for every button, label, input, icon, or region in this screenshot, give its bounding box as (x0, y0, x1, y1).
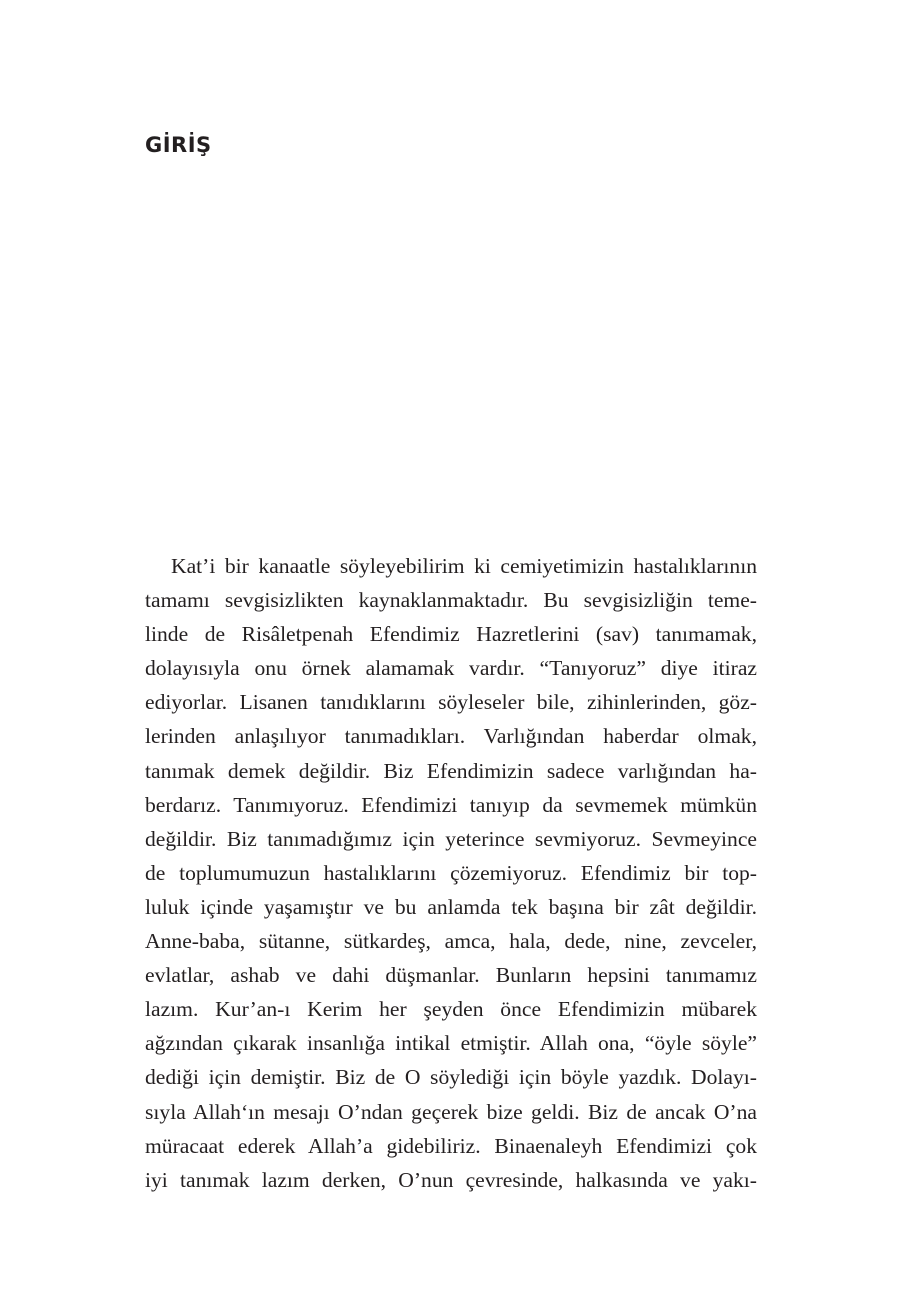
text-line: dolayısıyla onu örnek alamamak vardır. “Tanıyoruz” diye itiraz (145, 656, 757, 681)
text-line: değildir. Biz tanımadığımız için yeterince sevmiyoruz. Sevmeyince (145, 826, 757, 851)
text-line: berdarız. Tanımıyoruz. Efendimizi tanıyıp da sevmemek mümkün (145, 792, 757, 817)
text-line: ediyorlar. Lisanen tanıdıklarını söyleseler bile, zihinlerinden, göz- (145, 690, 757, 715)
text-line: sıyla Allah‘ın mesajı O’ndan geçerek bize geldi. Biz de ancak O’na (145, 1099, 757, 1124)
text-line: lerinden anlaşılıyor tanımadıkları. Varlığından haberdar olmak, (145, 724, 757, 749)
text-line: evlatlar, ashab ve dahi düşmanlar. Bunların hepsini tanımamız (145, 963, 757, 988)
text-line: lazım. Kur’an-ı Kerim her şeyden önce Efendimizin mübarek (145, 997, 757, 1022)
text-line: Anne-baba, sütanne, sütkardeş, amca, hala, dede, nine, zevceler, (145, 929, 757, 954)
body-paragraph (145, 549, 757, 1197)
text-line: dediği için demiştir. Biz de O söylediği için böyle yazdık. Dolayı- (145, 1065, 757, 1090)
text-line: müracaat ederek Allah’a gidebiliriz. Binaenaleyh Efendimizi çok (145, 1133, 757, 1158)
text-line: de toplumumuzun hastalıklarını çözemiyoruz. Efendimiz bir top- (145, 860, 757, 885)
text-line: luluk içinde yaşamıştır ve bu anlamda tek başına bir zât değildir. (145, 894, 757, 919)
text-line: Kat’i bir kanaatle söyleyebilirim ki cemiyetimizin hastalıklarının (171, 554, 757, 578)
chapter-title: GİRİŞ (145, 133, 212, 157)
text-line: iyi tanımak lazım derken, O’nun çevresinde, halkasında ve yakı- (145, 1167, 757, 1192)
text-line: tamamı sevgisizlikten kaynaklanmaktadır. Bu sevgisizliğin teme- (145, 588, 757, 613)
text-line: linde de Risâletpenah Efendimiz Hazretlerini (sav) tanımamak, (145, 622, 757, 647)
text-line: tanımak demek değildir. Biz Efendimizin sadece varlığından ha- (145, 758, 757, 783)
text-line: ağzından çıkarak insanlığa intikal etmiştir. Allah ona, “öyle söyle” (145, 1031, 757, 1056)
